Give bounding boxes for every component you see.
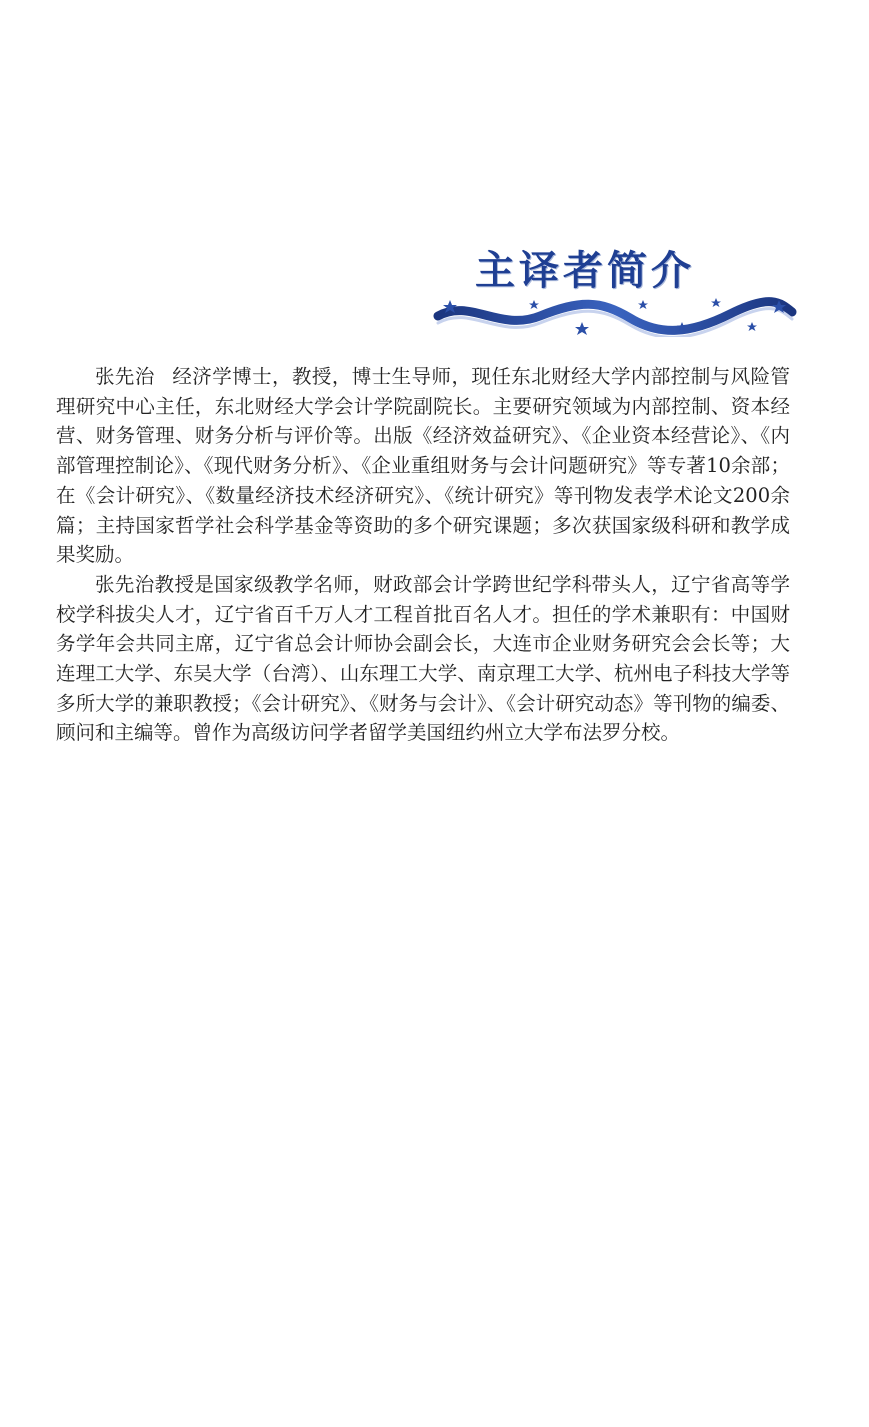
bio-paragraph-1 (56, 362, 790, 570)
section-title: 主译者简介 (475, 248, 695, 294)
star-icon (747, 322, 757, 331)
translator-name: 张先治 (95, 365, 155, 388)
star-icon (575, 322, 589, 335)
ribbon-decoration (430, 292, 800, 337)
translator-bio (56, 362, 790, 748)
star-icon (529, 300, 539, 309)
bio-paragraph-2: 张先治教授是国家级教学名师，财政部会计学跨世纪学科带头人，辽宁省高等学校学科拔尖人才，辽宁省百千万人才工程首批百名人才。担任的学术兼职有：中国财务学年会共同主席，辽宁省总会计师协会副会长，大连市企业财务研究会会长等；大连理工大学、东吴大学（台湾）、山东理工大学、南京理工大学、杭州电子科技大学等多所大学的兼职教授；《会计研究》、《财务与会计》、《会计研究动态》等刊物的编委、顾问和主编等。曾作为高级访问学者留学美国纽约州立大学布法罗分校。 (56, 572, 790, 745)
star-icon (638, 300, 648, 309)
section-header (430, 240, 800, 340)
star-icon (711, 298, 721, 307)
bio-paragraph-1-text: 经济学博士，教授，博士生导师，现任东北财经大学内部控制与风险管理研究中心主任，东北财经大学会计学院副院长。主要研究领域为内部控制、资本经营、财务管理、财务分析与评价等。出版《经济效益研究》、《企业资本经营论》、《内部管理控制论》、《现代财务分析》、《企业重组财务与会计问题研究》等专著10余部；在《会计研究》、《数量经济技术经济研究》、《统计研究》等刊物发表学术论文200余篇；主持国家哲学社会科学基金等资助的多个研究课题；多次获国家级科研和教学成果奖励。 (56, 365, 790, 567)
